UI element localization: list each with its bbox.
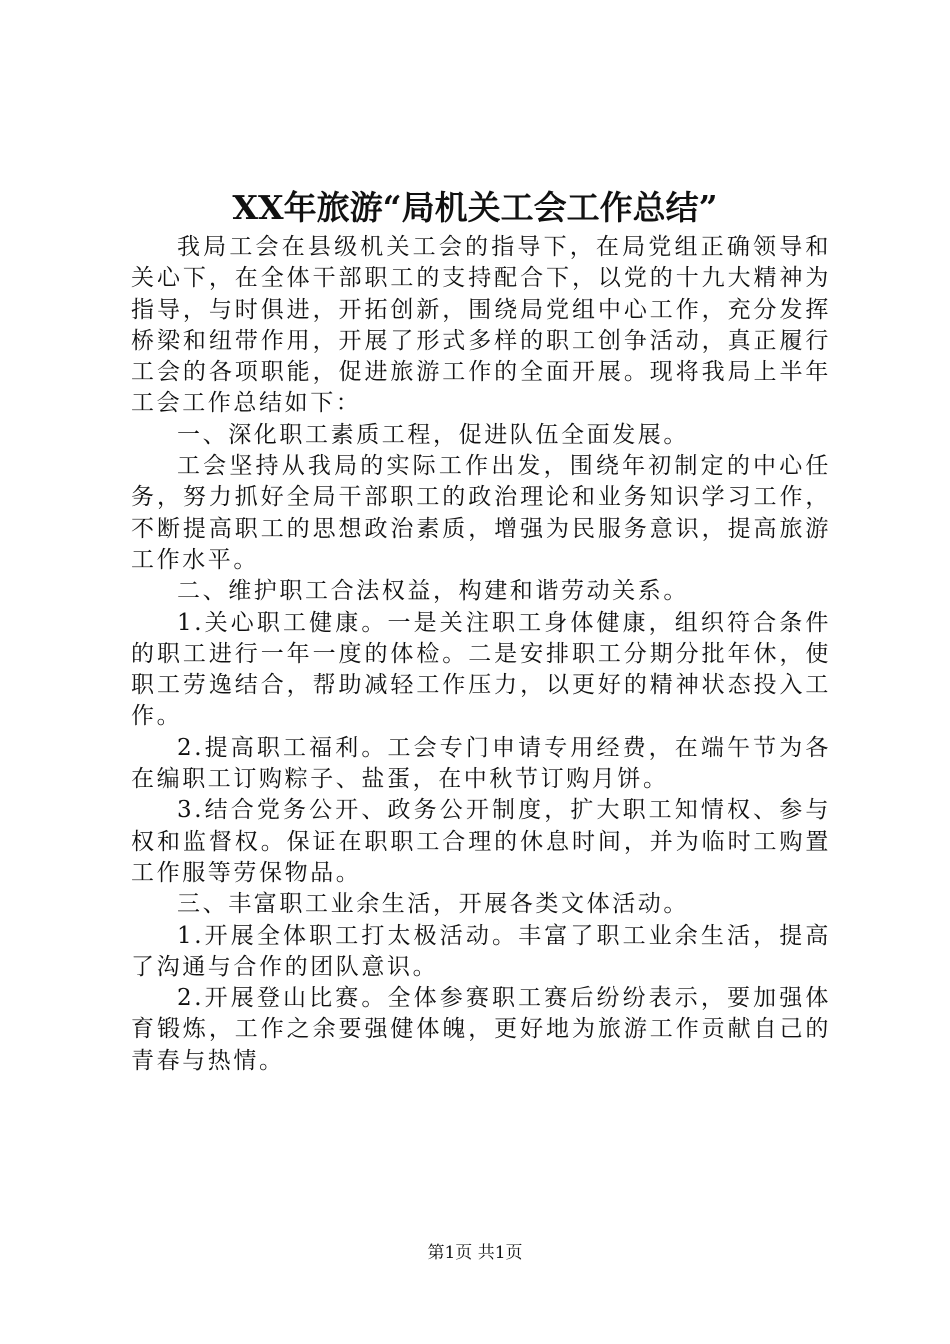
paragraph-item-3-1: 1.开展全体职工打太极活动。丰富了职工业余生活，提高了沟通与合作的团队意识。 xyxy=(131,922,831,980)
section-heading-2: 二、维护职工合法权益，构建和谐劳动关系。 xyxy=(177,578,689,605)
paragraph-section-1: 工会坚持从我局的实际工作出发，围绕年初制定的中心任务，努力抓好全局干部职工的政治理论和业务知识学习工作，不断提高职工的思想政治素质，增强为民服务意识，提高旅游工作水平。 xyxy=(131,453,831,573)
document-title: XX年旅游“局机关工会工作总结” xyxy=(232,188,718,227)
page-footer: 第1页 共1页 xyxy=(427,1243,523,1263)
document-body xyxy=(131,232,831,1077)
section-heading-3: 三、丰富职工业余生活，开展各类文体活动。 xyxy=(177,891,689,918)
paragraph-item-2-2: 2.提高职工福利。工会专门申请专用经费，在端午节为各在编职工订购粽子、盐蛋，在中秋节订购月饼。 xyxy=(131,734,831,793)
paragraph-item-2-1: 1.关心职工健康。一是关注职工身体健康，组织符合条件的职工进行一年一度的体检。二是安排职工分期分批年休，使职工劳逸结合，帮助减轻工作压力，以更好的精神状态投入工作。 xyxy=(131,609,831,730)
paragraph-item-3-2: 2.开展登山比赛。全体参赛职工赛后纷纷表示，要加强体育锻炼，工作之余要强健体魄，更好地为旅游工作贡献自己的青春与热情。 xyxy=(131,985,831,1074)
paragraph-intro: 我局工会在县级机关工会的指导下，在局党组正确领导和关心下，在全体干部职工的支持配合下，以党的十九大精神为指导，与时俱进，开拓创新，围绕局党组中心工作，充分发挥桥梁和纽带作用，开展了形式多样的职工创争活动，真正履行工会的各项职能，促进旅游工作的全面开展。现将我局上半年工会工作总结如下： xyxy=(131,234,831,417)
paragraph-item-2-3: 3.结合党务公开、政务公开制度，扩大职工知情权、参与权和监督权。保证在职职工合理的休息时间，并为临时工购置工作服等劳保物品。 xyxy=(131,797,831,886)
section-heading-1: 一、深化职工素质工程，促进队伍全面发展。 xyxy=(177,421,689,448)
